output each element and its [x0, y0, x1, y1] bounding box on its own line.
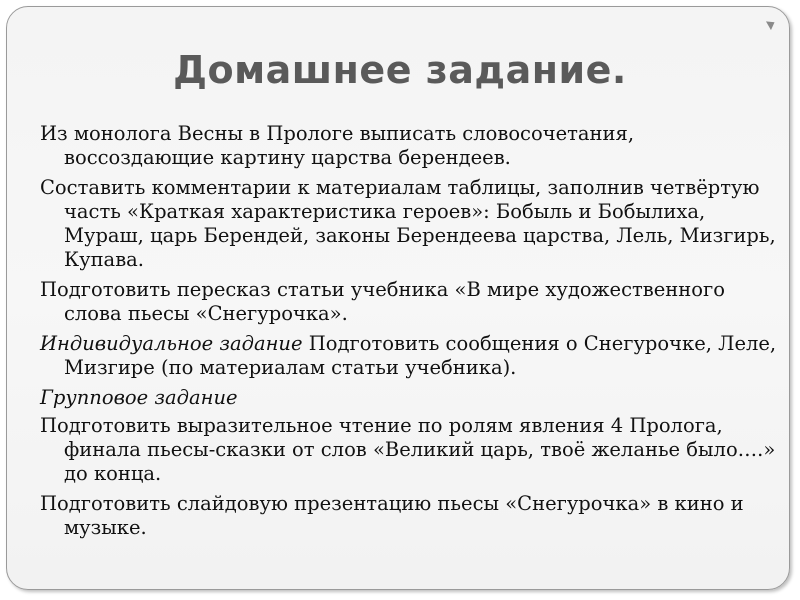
homework-item-6 — [40, 414, 780, 486]
homework-item-3-text: Подготовить пересказ статьи учебника «В мире художественного слова пьесы «Снегурочка». — [40, 278, 725, 325]
homework-item-4-text: Подготовить сообщения о Снегурочке, Леле, Мизгире (по материалам статьи учебника). — [64, 332, 777, 379]
homework-item-2-text: Составить комментарии к материалам таблицы, заполнив четвёртую часть «Краткая характеристика героев»: Бобыль и Бобылиха, Мураш, царь Берендей, законы Берендеева царства, Лель, Мизгирь, Купава. — [40, 176, 776, 271]
homework-item-6-text: Подготовить выразительное чтение по ролям явления 4 Пролога, финала пьесы-сказки от слов «Великий царь, твоё желанье было….» до конца. — [40, 414, 776, 485]
group-task-label: Групповое задание — [40, 386, 238, 409]
homework-item-7-text: Подготовить слайдовую презентацию пьесы «Снегурочка» в кино и музыке. — [40, 492, 744, 539]
individual-task-label: Индивидуальное задание — [40, 332, 303, 355]
homework-item-5 — [40, 386, 780, 410]
arrow-icon — [766, 18, 777, 30]
homework-item-2 — [40, 176, 780, 272]
homework-item-1 — [40, 122, 780, 170]
homework-list — [40, 122, 780, 546]
homework-item-4 — [40, 332, 780, 380]
homework-item-3 — [40, 278, 780, 326]
homework-item-1-text: Из монолога Весны в Прологе выписать словосочетания, воссоздающие картину царства берендеев. — [40, 122, 635, 169]
slide-title: Домашнее задание. — [173, 48, 627, 92]
homework-item-7 — [40, 492, 780, 540]
